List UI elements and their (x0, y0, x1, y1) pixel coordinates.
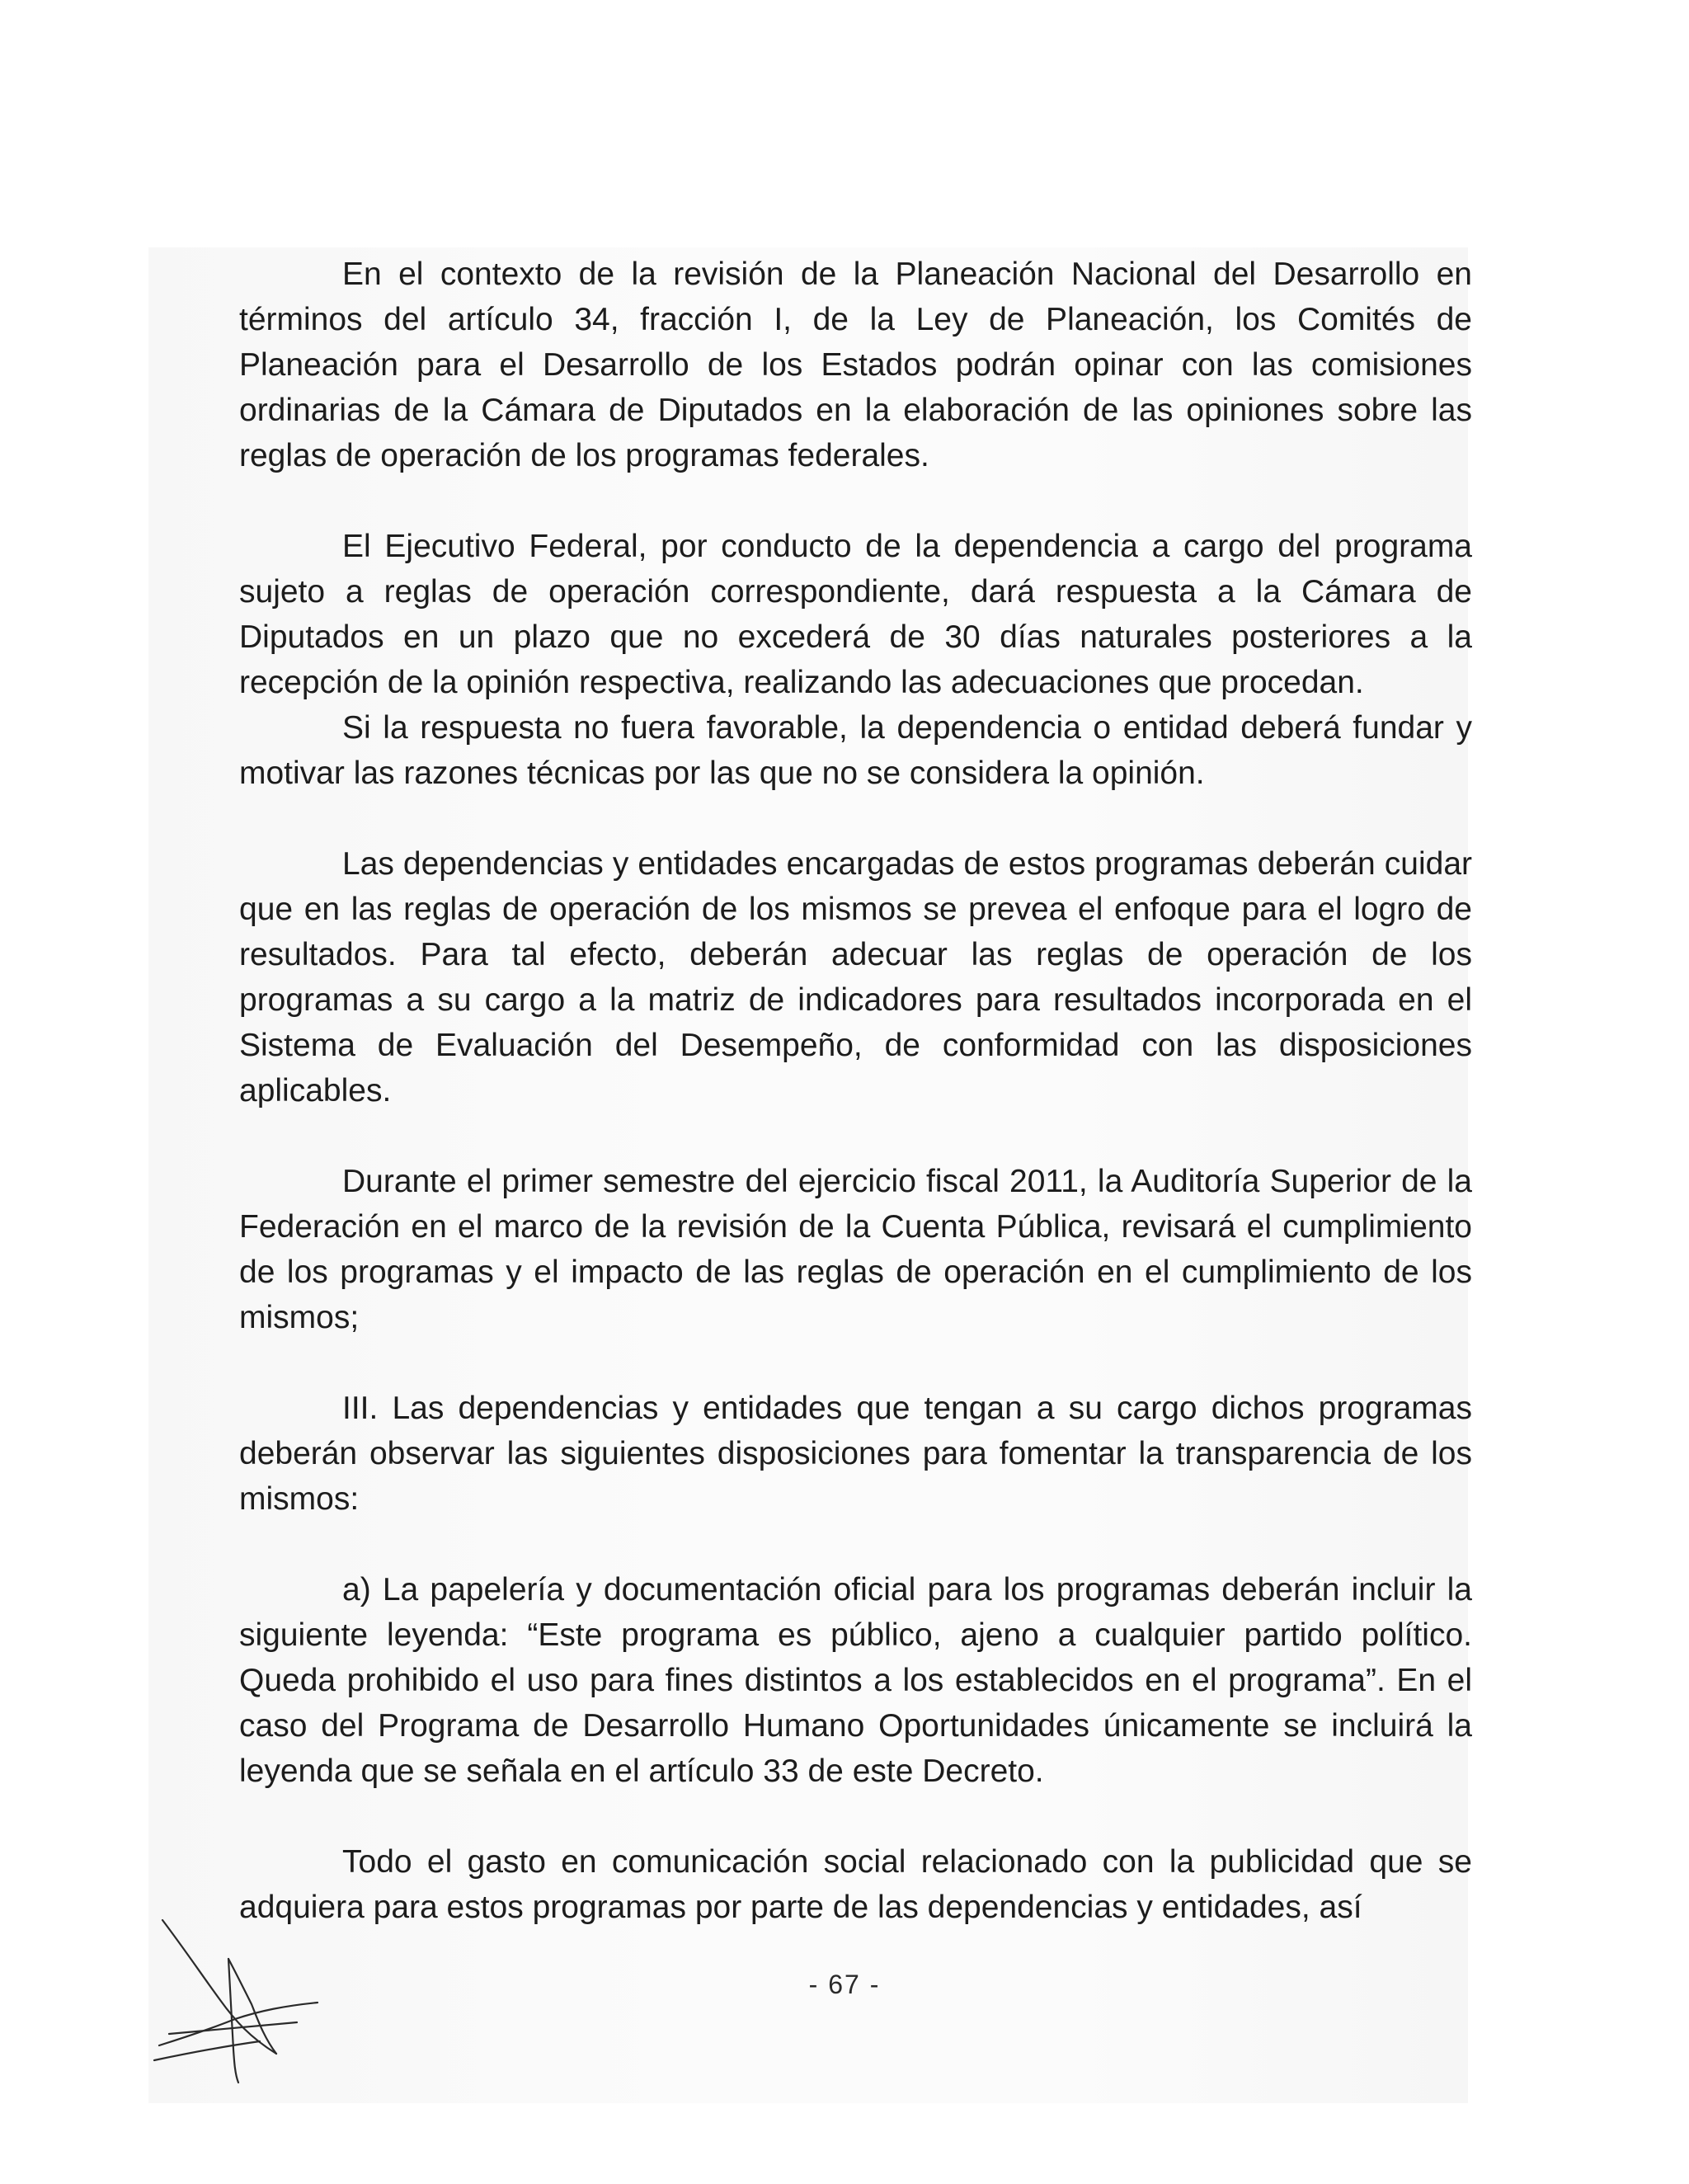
paragraph-ejecutivo-federal: El Ejecutivo Federal, por conducto de la dependencia a cargo del programa sujeto a reglas de operación correspondiente, dará respuesta a la Cámara de Diputados en un plazo que no excederá de 30 días naturales posteriores a la recepción de la opinión respectiva, realizando las adecuaciones que procedan. (239, 529, 1472, 700)
paragraph-dependencias-resultados: Las dependencias y entidades encargadas de estos programas deberán cuidar que en las reglas de operación de los mismos se prevea el enfoque para el logro de resultados. Para tal efecto, deberán adecuar las reglas de operación de los programas a su cargo a la matriz de indicadores para resultados incorporada en el Sistema de Evaluación del Desempeño, de conformidad con las disposiciones aplicables. (239, 846, 1472, 1108)
paragraph-inciso-a: a) La papelería y documentación oficial para los programas deberán incluir la siguiente leyenda: “Este programa es público, ajeno a cualquier partido político. Queda prohibido el uso para fines distintos a los establecidos en el programa”. En el caso del Programa de Desarrollo Humano Oportunidades únicamente se incluirá la leyenda que se señala en el artículo 33 de este Decreto. (239, 1572, 1472, 1789)
paragraph-respuesta-no-favorable: Si la respuesta no fuera favorable, la dependencia o entidad deberá fundar y motivar las razones técnicas por las que no se considera la opinión. (239, 710, 1472, 791)
paragraph-planeacion: En el contexto de la revisión de la Planeación Nacional del Desarrollo en términos del artículo 34, fracción I, de la Ley de Planeación, los Comités de Planeación para el Desarrollo de los Estados podrán opinar con las comisiones ordinarias de la Cámara de Diputados en la elaboración de las opiniones sobre las reglas de operación de los programas federales. (239, 257, 1472, 473)
paragraph-fraccion-iii: III. Las dependencias y entidades que tengan a su cargo dichos programas deberán observar las siguientes disposiciones para fomentar la transparencia de los mismos: (239, 1391, 1472, 1517)
document-body (239, 252, 1472, 1930)
paragraph-comunicacion-social: Todo el gasto en comunicación social relacionado con la publicidad que se adquiera para estos programas por parte de las dependencias y entidades, así (239, 1844, 1472, 1925)
page-number: - 67 - (808, 1970, 881, 1999)
handwritten-signature (153, 1913, 334, 2087)
paragraph-auditoria-superior: Durante el primer semestre del ejercicio fiscal 2011, la Auditoría Superior de la Federación en el marco de la revisión de la Cuenta Pública, revisará el cumplimiento de los programas y el impacto de las reglas de operación en el cumplimiento de los mismos; (239, 1164, 1472, 1335)
